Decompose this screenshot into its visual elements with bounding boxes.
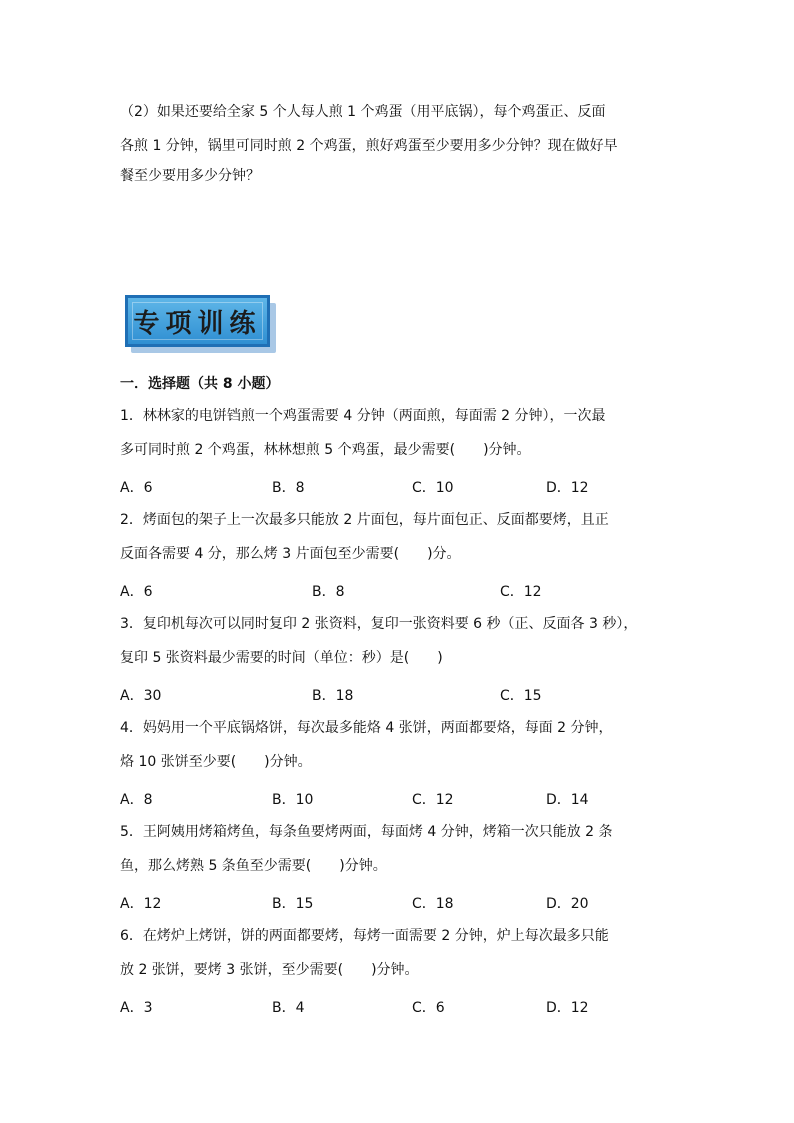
question-4-option-b: B．10 bbox=[272, 792, 314, 808]
question-4-line-1: 4．妈妈用一个平底锅烙饼，每次最多能烙 4 张饼，两面都要烙，每面 2 分钟， bbox=[120, 720, 613, 736]
question-5-option-c: C．18 bbox=[412, 896, 454, 912]
question-1-option-c: C．10 bbox=[412, 480, 454, 496]
question-2-option-c: C．12 bbox=[500, 584, 542, 600]
intro-line-2: 各煎 1 分钟，锅里可同时煎 2 个鸡蛋，煎好鸡蛋至少要用多少分钟？现在做好早 bbox=[120, 138, 618, 154]
badge-box bbox=[125, 295, 270, 347]
question-6-option-c: C．6 bbox=[412, 1000, 445, 1016]
question-3-option-b: B．18 bbox=[312, 688, 354, 704]
question-4-line-2: 烙 10 张饼至少要( )分钟。 bbox=[120, 754, 312, 770]
question-3-line-2: 复印 5 张资料最少需要的时间（单位：秒）是( ) bbox=[120, 650, 443, 666]
question-1-line-1: 1．林林家的电饼铛煎一个鸡蛋需要 4 分钟（两面煎，每面需 2 分钟），一次最 bbox=[120, 408, 606, 424]
question-3-option-c: C．15 bbox=[500, 688, 542, 704]
question-6-option-b: B．4 bbox=[272, 1000, 305, 1016]
question-5-option-a: A．12 bbox=[120, 896, 162, 912]
question-2-line-1: 2．烤面包的架子上一次最多只能放 2 片面包，每片面包正、反面都要烤，且正 bbox=[120, 512, 609, 528]
question-5-option-b: B．15 bbox=[272, 896, 314, 912]
question-4-option-a: A．8 bbox=[120, 792, 153, 808]
question-3-option-a: A．30 bbox=[120, 688, 162, 704]
intro-line-1: （2）如果还要给全家 5 个人每人煎 1 个鸡蛋（用平底锅），每个鸡蛋正、反面 bbox=[120, 104, 606, 120]
question-2-line-2: 反面各需要 4 分，那么烤 3 片面包至少需要( )分。 bbox=[120, 546, 461, 562]
question-1-option-a: A．6 bbox=[120, 480, 153, 496]
question-4-option-d: D．14 bbox=[546, 792, 589, 808]
question-3-line-1: 3．复印机每次可以同时复印 2 张资料，复印一张资料要 6 秒（正、反面各 3 秒）， bbox=[120, 616, 638, 632]
question-6-option-d: D．12 bbox=[546, 1000, 589, 1016]
question-6-line-1: 6．在烤炉上烤饼，饼的两面都要烤，每烤一面需要 2 分钟，炉上每次最多只能 bbox=[120, 928, 609, 944]
question-5-line-2: 鱼，那么烤熟 5 条鱼至少需要( )分钟。 bbox=[120, 858, 387, 874]
section-badge bbox=[125, 295, 280, 357]
question-5-option-d: D．20 bbox=[546, 896, 589, 912]
question-1-line-2: 多可同时煎 2 个鸡蛋，林林想煎 5 个鸡蛋，最少需要( )分钟。 bbox=[120, 442, 531, 458]
question-2-option-a: A．6 bbox=[120, 584, 153, 600]
question-2-option-b: B．8 bbox=[312, 584, 345, 600]
question-4-option-c: C．12 bbox=[412, 792, 454, 808]
question-1-option-d: D．12 bbox=[546, 480, 589, 496]
section-title: 一．选择题（共 8 小题） bbox=[120, 376, 280, 392]
question-5-line-1: 5．王阿姨用烤箱烤鱼，每条鱼要烤两面，每面烤 4 分钟，烤箱一次只能放 2 条 bbox=[120, 824, 613, 840]
question-6-option-a: A．3 bbox=[120, 1000, 153, 1016]
question-1-option-b: B．8 bbox=[272, 480, 305, 496]
intro-line-3: 餐至少要用多少分钟？ bbox=[120, 168, 260, 184]
badge-label: 专项训练 bbox=[133, 308, 262, 339]
question-6-line-2: 放 2 张饼，要烤 3 张饼，至少需要( )分钟。 bbox=[120, 962, 419, 978]
